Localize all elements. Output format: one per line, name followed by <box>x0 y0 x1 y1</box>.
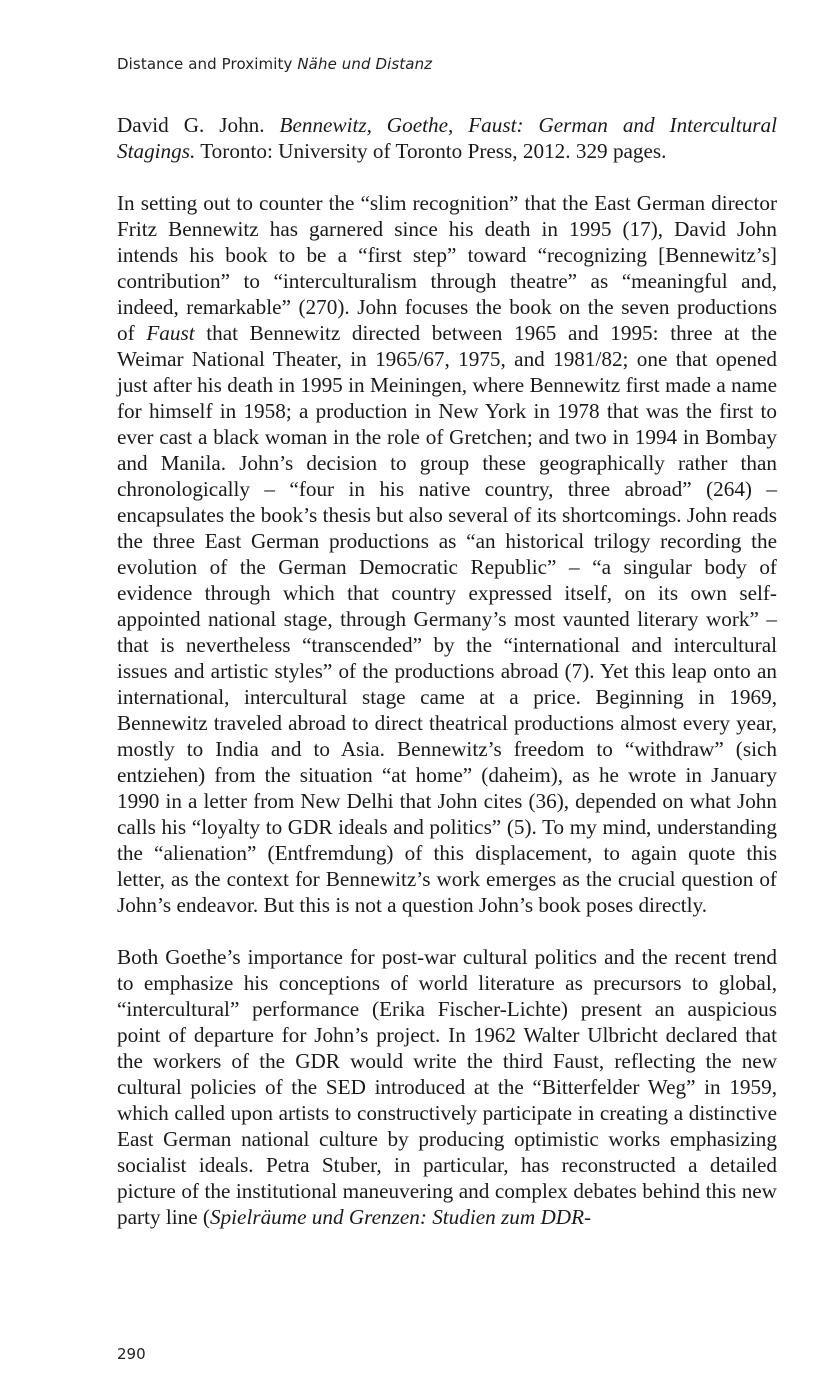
paragraph-2-italic-title: Spielräume und Grenzen: Studien zum DDR- <box>209 1205 592 1229</box>
article-body <box>117 112 777 1230</box>
paragraph-2 <box>117 944 777 1230</box>
citation-author: David G. John. <box>117 113 265 137</box>
page-number: 290 <box>117 1345 146 1363</box>
paragraph-1-text-a: In setting out to counter the “slim recognition” that the East German director Fritz Bennewitz has garnered since his death in 1995 (17), David John intends his book to be a “first step” toward “recognizing [Bennewitz’s] contribution” to “interculturalism through theatre” as “meaningful and, indeed, remarkable” (270). John focuses the book on the seven productions of <box>117 191 777 345</box>
paragraph-2-text: Both Goethe’s importance for post-war cultural politics and the recent trend to emphasize his conceptions of world literature as precursors to global, “intercultural” performance (Erika Fischer-Lichte) present an auspicious point of departure for John’s project. In 1962 Walter Ulbricht declared that the workers of the GDR would write the third Faust, reflecting the new cultural policies of the SED introduced at the “Bitterfelder Weg” in 1959, which called upon artists to constructively participate in creating a distinctive East German national culture by producing optimistic works emphasizing socialist ideals. Petra Stuber, in particular, has reconstructed a detailed picture of the institutional maneuvering and complex debates behind this new party line ( <box>117 945 777 1229</box>
paragraph-1-text-b: that Bennewitz directed between 1965 and 1995: three at the Weimar National Theater, in 1965/67, 1975, and 1981/82; one that opened just after his death in 1995 in Meiningen, where Bennewitz first made a name for himself in 1958; a production in New York in 1978 that was the first to ever cast a black woman in the role of Gretchen; and two in 1994 in Bombay and Manila. John’s decision to group these geographically rather than chronologically – “four in his native country, three abroad” (264) – encapsulates the book’s thesis but also several of its shortcomings. John reads the three East German productions as “an historical trilogy recording the evolution of the German Democratic Republic” – “a singular body of evidence through which that country expressed itself, on its own self-appointed national stage, through Germany’s most vaunted literary work” – that is nevertheless “transcended” by the “international and intercultural issues and artistic styles” of the productions abroad (7). Yet this leap onto an international, intercultural stage came at a price. Beginning in 1969, Bennewitz traveled abroad to direct theatrical productions almost every year, mostly to India and to Asia. Bennewitz’s freedom to “withdraw” (sich entziehen) from the situation “at home” (daheim), as he wrote in January 1990 in a letter from New Delhi that John cites (36), depended on what John calls his “loyalty to GDR ideals and politics” (5). To my mind, understanding the “alienation” (Entfremdung) of this displacement, to again quote this letter, as the context for Bennewitz’s work emerges as the crucial question of John’s endeavor. But this is not a question John’s book poses directly. <box>117 321 778 917</box>
running-head-english: Distance and Proximity <box>117 55 293 73</box>
book-citation <box>117 112 777 164</box>
running-head <box>117 55 432 73</box>
citation-title: Bennewitz, Goethe, Faust: German and Intercultural Stagings. <box>117 113 778 163</box>
paragraph-1 <box>117 190 777 918</box>
paragraph-1-faust: Faust <box>146 321 195 345</box>
citation-publication: Toronto: University of Toronto Press, 2012. 329 pages. <box>200 139 667 163</box>
running-head-german: Nähe und Distanz <box>297 55 433 73</box>
